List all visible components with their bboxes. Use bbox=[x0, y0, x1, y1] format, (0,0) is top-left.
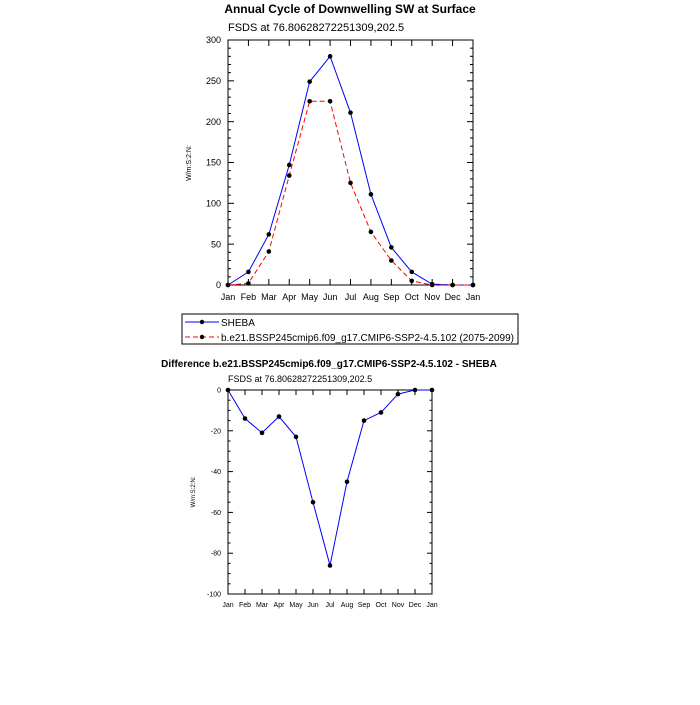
data-point bbox=[389, 245, 394, 250]
x-tick-label: Oct bbox=[404, 292, 419, 302]
x-tick-label: Aug bbox=[362, 292, 379, 302]
data-point bbox=[243, 416, 248, 421]
x-tick-label: Feb bbox=[240, 292, 257, 302]
data-point bbox=[430, 388, 435, 393]
data-point bbox=[287, 173, 292, 178]
data-point bbox=[311, 500, 316, 505]
y-tick-label: 250 bbox=[205, 75, 221, 86]
data-point bbox=[409, 279, 414, 284]
x-tick-label: Jul bbox=[344, 292, 357, 302]
x-tick-label: Jan bbox=[465, 292, 481, 302]
series-line-1 bbox=[228, 56, 473, 285]
data-point bbox=[369, 230, 374, 235]
data-point bbox=[260, 431, 265, 436]
data-point bbox=[328, 99, 333, 104]
y-tick-label: 300 bbox=[205, 35, 221, 46]
x-tick-label: Nov bbox=[424, 292, 441, 302]
series-line-1 bbox=[228, 390, 432, 565]
data-point bbox=[307, 79, 312, 84]
data-point bbox=[348, 181, 353, 186]
data-point bbox=[226, 388, 231, 393]
chart1-ylabel: W/m:S:2:N: bbox=[186, 145, 193, 181]
x-tick-label: Mar bbox=[255, 602, 269, 609]
chart2-series-lines bbox=[228, 390, 432, 565]
chart-annual-cycle bbox=[186, 2, 480, 302]
chart1-subtitle: FSDS at 76.80628272251309,202.5 bbox=[228, 22, 405, 34]
data-point bbox=[345, 480, 350, 485]
chart1-axis-ticks bbox=[206, 35, 480, 302]
chart1-title: Annual Cycle of Downwelling SW at Surface bbox=[224, 2, 476, 16]
y-tick-label: 150 bbox=[205, 157, 221, 168]
y-tick-label: -40 bbox=[210, 469, 221, 477]
data-point bbox=[389, 258, 394, 263]
chart1-points bbox=[226, 54, 476, 287]
x-tick-label: Sep bbox=[383, 292, 400, 302]
x-tick-label: Oct bbox=[375, 602, 387, 609]
legend-marker-series-2 bbox=[200, 335, 204, 339]
data-point bbox=[348, 110, 353, 115]
legend-label-series-1: SHEBA bbox=[221, 318, 255, 329]
legend-label-series-2: b.e21.BSSP245cmip6.f09_g17.CMIP6-SSP2-4.5.102 (2075-2099) bbox=[221, 333, 514, 344]
chart2-axis-ticks bbox=[207, 387, 438, 609]
y-tick-label: 0 bbox=[217, 387, 221, 395]
data-point bbox=[277, 414, 282, 419]
series-line-2 bbox=[228, 101, 473, 285]
x-tick-label: Sep bbox=[357, 602, 371, 609]
chart2-points bbox=[226, 388, 435, 568]
data-point bbox=[246, 281, 251, 286]
x-tick-label: Dec bbox=[444, 292, 461, 302]
chart2-ylabel: W/m:S:2:N: bbox=[191, 476, 197, 508]
x-tick-label: Mar bbox=[261, 292, 277, 302]
data-point bbox=[287, 163, 292, 168]
x-tick-label: Apr bbox=[273, 602, 285, 609]
x-tick-label: Aug bbox=[340, 602, 354, 609]
chart2-subtitle: FSDS at 76.80628272251309,202.5 bbox=[228, 374, 373, 384]
x-tick-label: Jun bbox=[322, 292, 338, 302]
data-point bbox=[396, 392, 401, 397]
x-tick-label: May bbox=[289, 602, 303, 609]
x-tick-label: Jan bbox=[220, 292, 236, 302]
data-point bbox=[246, 270, 251, 275]
data-point bbox=[379, 410, 384, 415]
data-point bbox=[413, 388, 418, 393]
data-point bbox=[471, 283, 476, 288]
data-point bbox=[307, 99, 312, 104]
chart-difference bbox=[161, 359, 497, 609]
x-tick-label: Jan bbox=[426, 602, 438, 609]
data-point bbox=[267, 232, 272, 237]
data-point bbox=[409, 270, 414, 275]
data-point bbox=[328, 54, 333, 59]
x-tick-label: Nov bbox=[391, 602, 405, 609]
y-tick-label: -60 bbox=[210, 509, 221, 517]
y-tick-label: -80 bbox=[210, 550, 221, 558]
x-tick-label: Jun bbox=[307, 602, 319, 609]
data-point bbox=[369, 192, 374, 197]
data-point bbox=[450, 283, 455, 288]
y-tick-label: 200 bbox=[205, 116, 221, 127]
x-tick-label: Feb bbox=[238, 602, 252, 609]
y-tick-label: -100 bbox=[206, 591, 221, 599]
y-tick-label: -20 bbox=[210, 428, 221, 436]
y-tick-label: 50 bbox=[210, 239, 221, 250]
x-tick-label: Apr bbox=[282, 292, 297, 302]
x-tick-label: Jan bbox=[222, 602, 234, 609]
y-tick-label: 0 bbox=[215, 280, 221, 291]
chart1-series-lines bbox=[228, 56, 473, 285]
data-point bbox=[267, 249, 272, 254]
x-tick-label: Dec bbox=[408, 602, 422, 609]
data-point bbox=[294, 435, 299, 440]
y-tick-label: 100 bbox=[205, 198, 221, 209]
x-tick-label: Jul bbox=[325, 602, 335, 609]
chart1-plot-frame bbox=[228, 40, 473, 285]
data-point bbox=[362, 418, 367, 423]
data-point bbox=[226, 283, 231, 288]
data-point bbox=[328, 563, 333, 568]
chart1-legend bbox=[182, 314, 518, 344]
data-point bbox=[430, 283, 435, 288]
x-tick-label: May bbox=[301, 292, 319, 302]
chart2-title: Difference b.e21.BSSP245cmip6.f09_g17.CMIP6-SSP2-4.5.102 - SHEBA bbox=[161, 359, 497, 370]
legend-marker-series-1 bbox=[200, 320, 204, 324]
